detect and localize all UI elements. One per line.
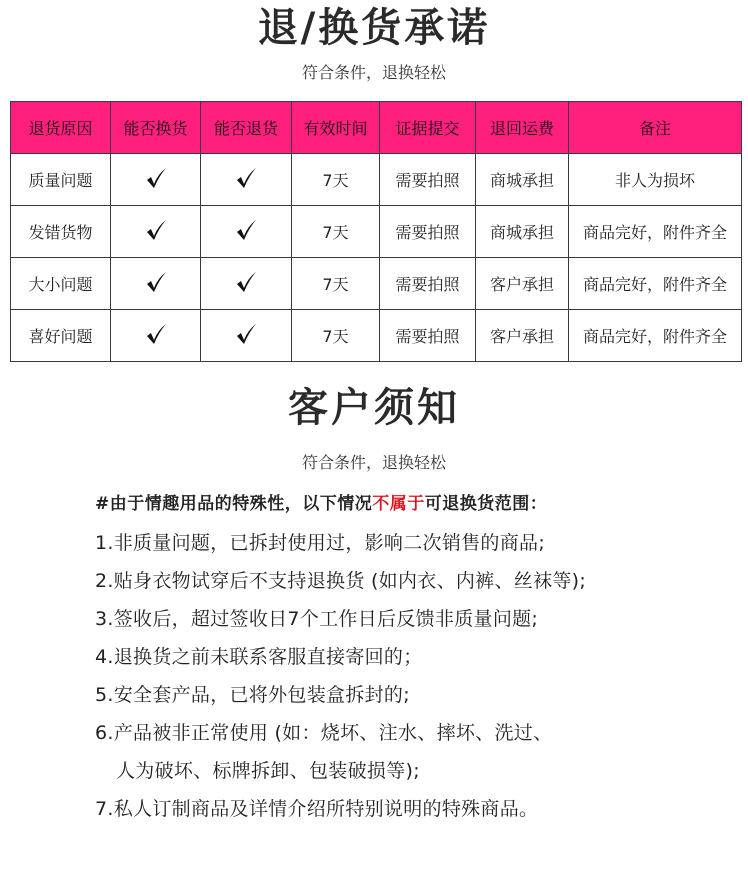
cell-shipping: 商城承担 — [476, 154, 569, 206]
header-evidence: 证据提交 — [380, 102, 476, 154]
table-row — [11, 154, 742, 206]
notice-heading-text: #由于情趣用品的特殊性，以下情况 — [95, 494, 373, 514]
notice-subtitle: 符合条件，退换轻松 — [301, 453, 446, 472]
notice-heading-text-end: 可退换货范围： — [424, 494, 548, 514]
cell-evidence: 需要拍照 — [380, 206, 476, 258]
notice-item: 4.退换货之前未联系客服直接寄回的； — [95, 646, 423, 668]
page-subtitle: 符合条件，退换轻松 — [301, 63, 446, 82]
notice-item: 6.产品被非正常使用 (如：烧坏、注水、摔坏、洗过、 — [95, 722, 553, 744]
check-mark-icon — [143, 280, 169, 299]
table-header-row — [11, 102, 742, 154]
page-title: 退/换货承诺 — [257, 5, 491, 51]
cell-exchange — [111, 206, 201, 258]
cell-exchange — [111, 154, 201, 206]
check-mark-icon — [143, 176, 169, 195]
cell-note: 商品完好，附件齐全 — [569, 310, 742, 362]
cell-return — [201, 206, 292, 258]
cell-reason: 质量问题 — [11, 154, 111, 206]
notice-item-continuation: 人为破坏、标牌拆卸、包装破损等); — [116, 760, 420, 782]
notice-item: 1.非质量问题，已拆封使用过，影响二次销售的商品; — [95, 532, 546, 554]
cell-period: 7天 — [292, 154, 380, 206]
cell-return — [201, 310, 292, 362]
cell-reason: 发错货物 — [11, 206, 111, 258]
cell-shipping: 客户承担 — [476, 310, 569, 362]
notice-item: 2.贴身衣物试穿后不支持退换货 (如内衣、内裤、丝袜等); — [95, 570, 587, 592]
return-policy-table — [10, 101, 742, 362]
check-mark-icon — [143, 228, 169, 247]
header-shipping: 退回运费 — [476, 102, 569, 154]
cell-reason: 喜好问题 — [11, 310, 111, 362]
cell-evidence: 需要拍照 — [380, 310, 476, 362]
cell-note: 商品完好，附件齐全 — [569, 206, 742, 258]
table-row — [11, 310, 742, 362]
notice-item: 5.安全套产品，已将外包装盒拆封的; — [95, 684, 410, 706]
cell-period: 7天 — [292, 258, 380, 310]
notice-heading-highlight: 不属于 — [372, 494, 425, 514]
cell-shipping: 客户承担 — [476, 258, 569, 310]
notice-item: 7.私人订制商品及详情介绍所特别说明的特殊商品。 — [95, 798, 539, 820]
cell-evidence: 需要拍照 — [380, 154, 476, 206]
cell-note: 非人为损坏 — [569, 154, 742, 206]
header-exchange: 能否换货 — [111, 102, 201, 154]
cell-period: 7天 — [292, 310, 380, 362]
check-mark-icon — [233, 176, 259, 195]
check-mark-icon — [233, 332, 259, 351]
check-mark-icon — [233, 280, 259, 299]
table-row — [11, 258, 742, 310]
cell-reason: 大小问题 — [11, 258, 111, 310]
table-row — [11, 206, 742, 258]
cell-period: 7天 — [292, 206, 380, 258]
notice-list — [95, 524, 586, 828]
cell-evidence: 需要拍照 — [380, 258, 476, 310]
cell-return — [201, 154, 292, 206]
cell-exchange — [111, 258, 201, 310]
cell-return — [201, 258, 292, 310]
header-reason: 退货原因 — [11, 102, 111, 154]
notice-title: 客户须知 — [288, 385, 460, 431]
check-mark-icon — [143, 332, 169, 351]
header-period: 有效时间 — [292, 102, 380, 154]
check-mark-icon — [233, 228, 259, 247]
cell-exchange — [111, 310, 201, 362]
notice-heading — [95, 489, 547, 514]
cell-note: 商品完好，附件齐全 — [569, 258, 742, 310]
cell-shipping: 商城承担 — [476, 206, 569, 258]
header-return: 能否退货 — [201, 102, 292, 154]
header-note: 备注 — [569, 102, 742, 154]
notice-item: 3.签收后，超过签收日7个工作日后反馈非质量问题; — [95, 608, 539, 630]
